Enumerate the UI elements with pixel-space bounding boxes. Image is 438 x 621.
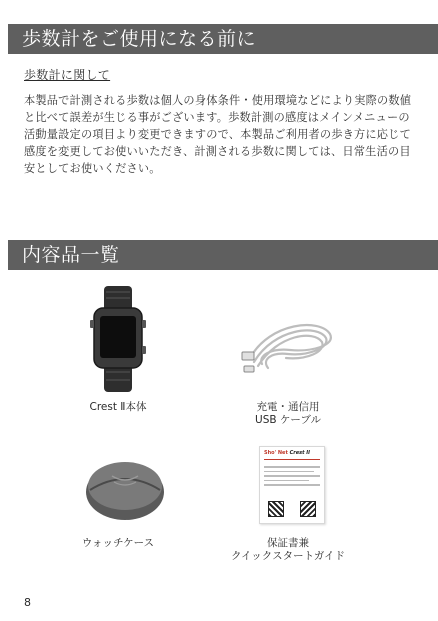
watch-case-image (84, 454, 166, 524)
caption-warranty-guide (218, 537, 358, 563)
caption-line: USB ケーブル (255, 414, 321, 426)
qr-code-icon (268, 501, 284, 517)
section-banner-before-use: 歩数計をご使用になる前に (8, 24, 438, 54)
caption-line: Crest Ⅱ本体 (89, 401, 147, 413)
pedometer-paragraph: 本製品で計測される歩数は個人の身体条件・使用環境などにより実際の数値と比べて誤差が生じる事がございます。歩数計測の感度はメインメニューの活動量設定の項目より変更できますので、本製品ご利用者の歩き方に応じて感度を変更してお使いいただき、計測される歩数に関しては、日常生活の目安としてお使いください。 (24, 94, 412, 175)
caption-watch-body (58, 401, 178, 414)
caption-line: クイックスタートガイド (230, 550, 346, 562)
subheading-pedometer: 歩数計に関して (24, 68, 111, 82)
caption-watch-case (58, 537, 178, 550)
guide-product: Crest II (289, 450, 310, 456)
guide-brand: Sho' Net (264, 450, 288, 456)
caption-line: 充電・通信用 (256, 401, 320, 413)
qr-code-icon (300, 501, 316, 517)
caption-line: 保証書兼 (267, 537, 309, 549)
caption-line: ウォッチケース (81, 537, 155, 549)
watch-image (90, 286, 146, 392)
guide-card-text-lines (264, 463, 320, 489)
page-number: 8 (24, 596, 31, 609)
quick-start-guide-image (259, 446, 325, 524)
caption-usb-cable (228, 401, 348, 427)
guide-card-rule (264, 459, 320, 460)
section-banner-contents: 内容品一覧 (8, 240, 438, 270)
usb-cable-image (240, 312, 340, 376)
guide-card-title (264, 450, 310, 456)
